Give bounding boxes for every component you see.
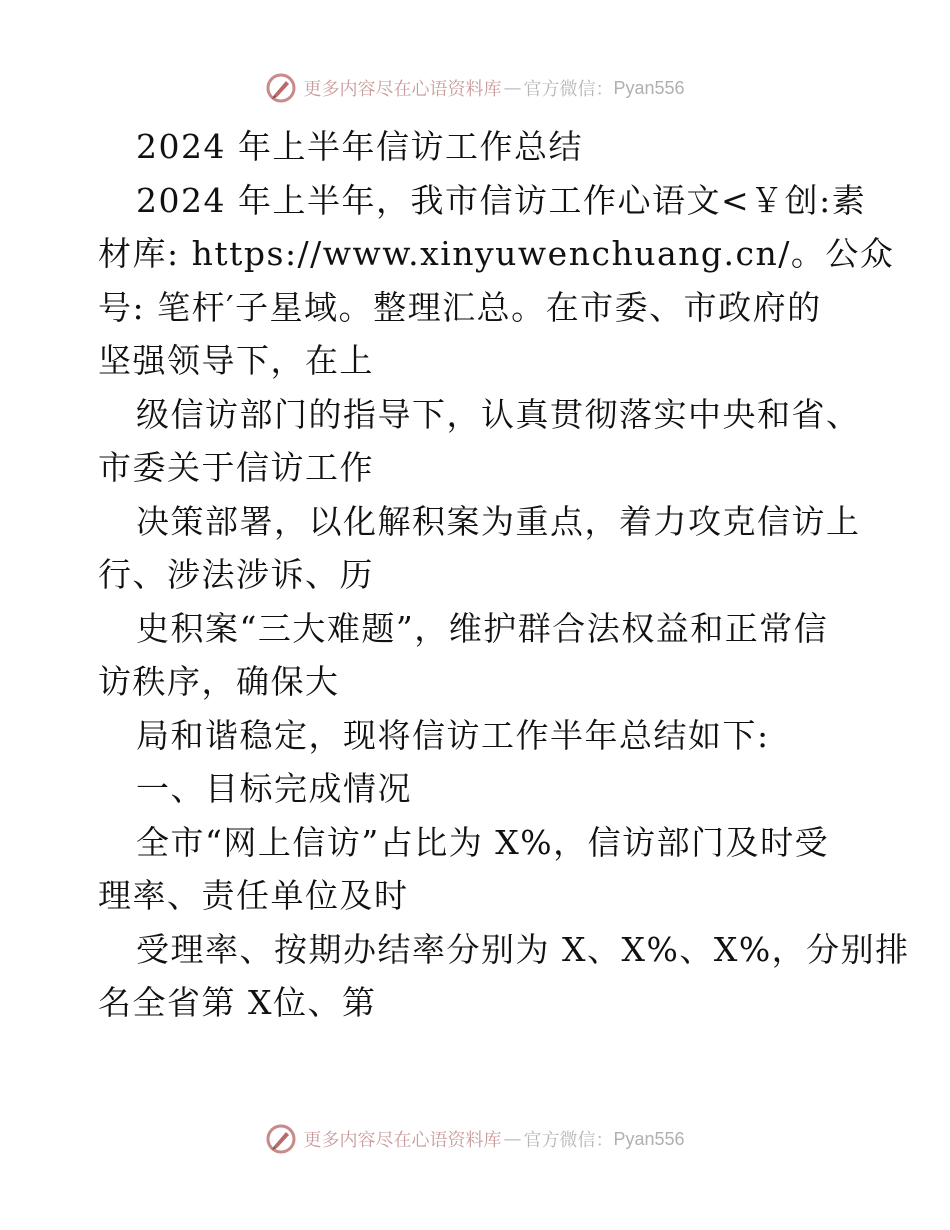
paragraph-line: 史积案“三大难题”，维护群合法权益和正常信: [136, 608, 829, 648]
watermark-text: 更多内容尽在心语资料库: [303, 79, 502, 100]
paragraph-line: 级信访部门的指导下，认真贯彻落实中央和省、: [136, 394, 861, 434]
paragraph-line: 理率、责任单位及时: [98, 876, 409, 915]
paragraph-line: 材库: https://www.xinyuwenchuang.cn/。公众: [98, 234, 895, 273]
paragraph-line: 行、涉法涉诉、历: [98, 555, 374, 594]
paragraph-line: 全市“网上信访”占比为 X%，信访部门及时受: [136, 822, 830, 862]
watermark-wechat-id: Pyan556: [613, 1128, 685, 1149]
header-watermark: [0, 72, 950, 104]
document-body: [98, 120, 910, 1030]
document-title: 2024 年上半年信访工作总结: [136, 127, 583, 166]
footer-watermark: [0, 1123, 950, 1155]
pen-circle-icon: [265, 72, 297, 104]
paragraph-line: 局和谐稳定，现将信访工作半年总结如下:: [136, 715, 770, 755]
watermark-separator: —: [503, 1128, 522, 1150]
paragraph-line: 访秩序，确保大: [98, 662, 340, 701]
section-heading: 一、目标完成情况: [136, 769, 412, 808]
watermark-text: 更多内容尽在心语资料库: [303, 1130, 502, 1151]
paragraph-line: 市委关于信访工作: [98, 448, 374, 487]
watermark-wechat-label: 官方微信：: [523, 1130, 614, 1151]
paragraph-line: 2024 年上半年，我市信访工作心语文<￥创:素: [136, 180, 867, 220]
paragraph-line: 受理率、按期办结率分别为 X、X%、X%，分别排: [136, 929, 910, 969]
pen-circle-icon: [265, 1123, 297, 1155]
watermark-wechat-id: Pyan556: [613, 77, 685, 98]
paragraph-line: 决策部署，以化解积案为重点，着力攻克信访上: [136, 501, 861, 541]
paragraph-line: 号: 笔杆′子星域。整理汇总。在市委、市政府的: [98, 287, 822, 327]
paragraph-line: 坚强领导下，在上: [98, 341, 374, 380]
watermark-wechat-label: 官方微信：: [523, 79, 614, 100]
paragraph-line: 名全省第 X位、第: [98, 983, 377, 1022]
watermark-separator: —: [503, 77, 522, 99]
